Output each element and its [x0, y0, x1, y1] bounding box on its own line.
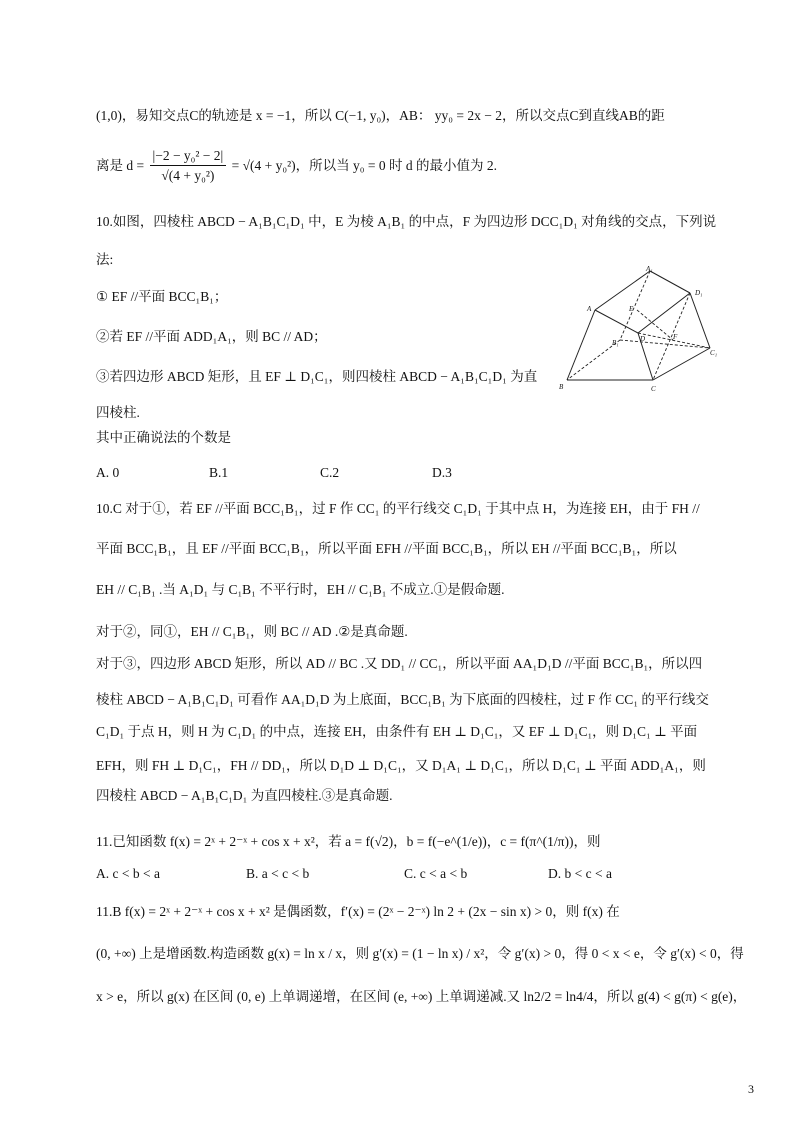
text-line: C₁D₁ 于点 H，则 H 为 C₁D₁ 的中点，连接 EH，由条件有 EH ⊥ D₁C₁，又 EF ⊥ D₁C₁，则 D₁C₁ ⊥ 平面 — [96, 724, 698, 739]
fraction-numerator: |−2 − y₀² − 2| — [150, 147, 227, 166]
option-b: B. a < c < b — [246, 866, 310, 881]
label-a: A — [587, 305, 592, 313]
label-b1: B₁ — [612, 339, 619, 347]
fraction — [150, 147, 227, 186]
statement-1: ① EF //平面 BCC₁B₁； — [96, 289, 228, 304]
text-line: 对于③，四边形 ABCD 矩形，所以 AD // BC .又 DD₁ // CC₁，所以平面 AA₁D₁D //平面 BCC₁B₁，所以四 — [96, 656, 703, 671]
answer-11: 11.B f(x) = 2ˣ + 2⁻ˣ + cos x + x² 是偶函数，f′(x) = (2ˣ − 2⁻ˣ) ln 2 + (2x − sin x) > 0，则 f(x) 在 — [96, 904, 620, 919]
label-d1: D₁ — [695, 289, 703, 297]
text-line: EH // C₁B₁ .当 A₁D₁ 与 C₁B₁ 不平行时，EH // C₁B₁ 不成立.①是假命题. — [96, 582, 505, 597]
label-b: B — [559, 383, 564, 391]
text-line: 棱柱 ABCD − A₁B₁C₁D₁ 可看作 AA₁D₁D 为上底面，BCC₁B₁ 为下底面的四棱柱，过 F 作 CC₁ 的平行线交 — [96, 692, 709, 707]
option-c: C. c < a < b — [404, 866, 468, 881]
page-number: 3 — [748, 1082, 754, 1096]
text-line: 对于②，同①，EH // C₁B₁，则 BC // AD .②是真命题. — [96, 624, 408, 639]
statement-3: ③若四边形 ABCD 矩形，且 EF ⊥ D₁C₁，则四棱柱 ABCD − A₁B₁C₁D₁ 为直 — [96, 369, 538, 384]
label-c: C — [651, 385, 656, 393]
text-line: (1,0)，易知交点C的轨迹是 x = −1，所以 C(−1, y₀)，AB： yy₀ = 2x − 2，所以交点C到直线AB的距 — [96, 108, 665, 123]
text-segment: = √(4 + y₀²)，所以当 y₀ = 0 时 d 的最小值为 2. — [231, 158, 497, 173]
question-10: 10.如图，四棱柱 ABCD − A₁B₁C₁D₁ 中，E 为棱 A₁B₁ 的中点，F 为四边形 DCC₁D₁ 对角线的交点，下列说 — [96, 214, 717, 229]
option-b: B.1 — [209, 465, 229, 480]
question-prompt: 其中正确说法的个数是 — [96, 430, 231, 445]
text-line: EFH，则 FH ⊥ D₁C₁，FH // DD₁，所以 D₁D ⊥ D₁C₁，又 D₁A₁ ⊥ D₁C₁，所以 D₁C₁ ⊥ 平面 ADD₁A₁，则 — [96, 758, 706, 773]
text-line-fraction — [96, 146, 724, 186]
option-d: D. b < c < a — [548, 866, 612, 881]
answer-10: 10.C 对于①，若 EF //平面 BCC₁B₁，过 F 作 CC₁ 的平行线交 C₁D₁ 于其中点 H，为连接 EH，由于 FH // — [96, 501, 700, 516]
text-line: 四棱柱 ABCD − A₁B₁C₁D₁ 为直四棱柱.③是真命题. — [96, 788, 393, 803]
label-d: D — [640, 335, 646, 343]
option-a: A. 0 — [96, 465, 120, 480]
statement-2: ②若 EF //平面 ADD₁A₁，则 BC // AD； — [96, 329, 327, 344]
text-line: 四棱柱. — [96, 405, 140, 420]
text-segment: 离是 d = — [96, 158, 145, 173]
option-d: D.3 — [432, 465, 452, 480]
label-c1: C₁ — [710, 349, 718, 357]
text-line: 法: — [96, 252, 114, 267]
option-a: A. c < b < a — [96, 866, 160, 881]
label-a1: A₁ — [646, 265, 653, 273]
option-c: C.2 — [320, 465, 340, 480]
fraction-denominator: √(4 + y₀²) — [161, 168, 215, 184]
question-11: 11.已知函数 f(x) = 2ˣ + 2⁻ˣ + cos x + x²，若 a = f(√2)，b = f(−e^(1/e))，c = f(π^(1/π))，则 — [96, 834, 601, 849]
text-line: 平面 BCC₁B₁，且 EF //平面 BCC₁B₁，所以平面 EFH //平面 BCC₁B₁，所以 EH //平面 BCC₁B₁，所以 — [96, 541, 677, 556]
label-e: E — [629, 305, 634, 313]
text-line: (0, +∞) 上是增函数.构造函数 g(x) = ln x / x，则 g′(x) = (1 − ln x) / x²，令 g′(x) > 0，得 0 < x < e，令 g′(x) < 0，得 — [96, 946, 744, 961]
text-line: x > e，所以 g(x) 在区间 (0, e) 上单调递增，在区间 (e, +∞) 上单调递减.又 ln2/2 = ln4/4，所以 g(4) < g(π) < g(e)， — [96, 989, 747, 1004]
label-f: F — [673, 333, 678, 341]
prism-figure — [555, 265, 730, 400]
